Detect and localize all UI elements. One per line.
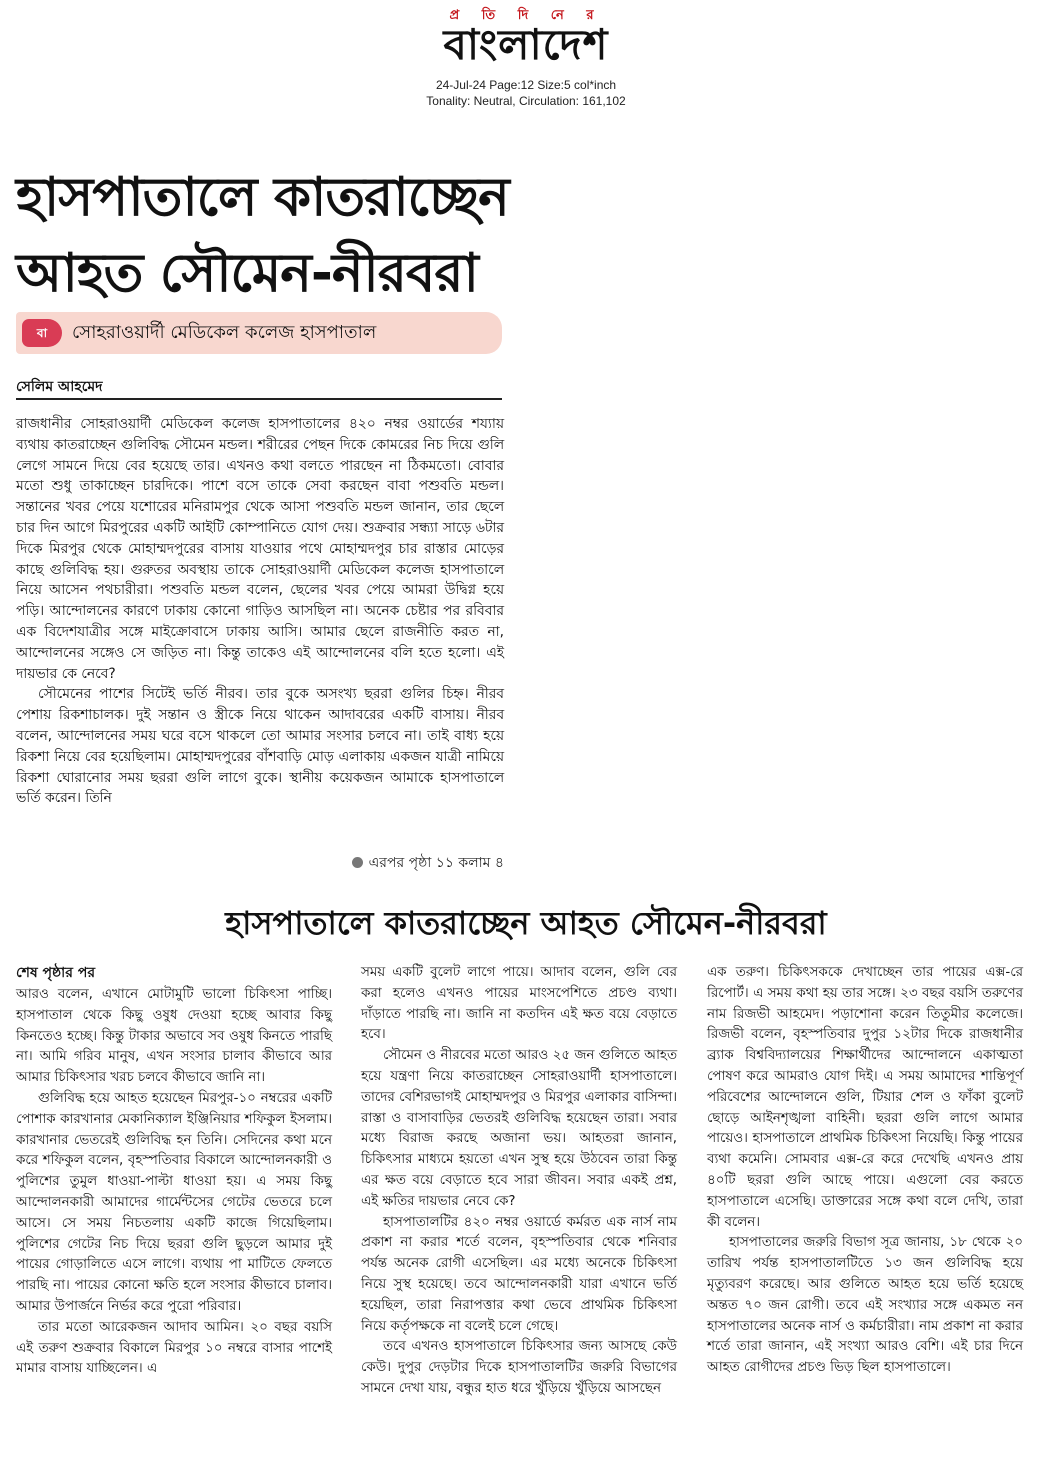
masthead-tagline: প্র তি দি নে র xyxy=(449,8,603,23)
location-tag-badge: বা xyxy=(22,319,62,347)
headline-line-1: হাসপাতালে কাতরাচ্ছেন xyxy=(16,167,509,228)
column-paragraph: এক তরুণ। চিকিৎসককে দেখাচ্ছেন তার পায়ের এক্স-রে রিপোর্ট। এ সময় কথা হয় তার সঙ্গে। ২৩ বছর বয়সি তরুণের নাম রিজভী আহমেদ। পড়াশোনা করেন তিতুমীর কলেজে। রিজভী বলেন, বৃহস্পতিবার দুপুর ১২টার দিকে রাজধানীর ব্র্যাক বিশ্ববিদ্যালয়ের শিক্ষার্থীদের আন্দোলনে একাত্মতা পোষণ করে আমরাও যোগ দিই। এ সময় আমাদের শান্তিপূর্ণ পরিবেশের আন্দোলনে গুলি, টিয়ার শেল ও ফাঁকা বুলেট ছোড়ে আইনশৃঙ্খলা বাহিনী। ছররা গুলি লাগে আমার পায়েও। হাসপাতালে প্রাথমিক চিকিৎসা নিয়েছি। কিন্তু পায়ের ব্যথা কমেনি। সোমবার এক্স-রে করে দেখেছি এখনও প্রায় ৪০টি ছররা গুলি আছে পায়ে। এগুলো বের করতে হাসপাতালে এসেছি। ডাক্তারের সঙ্গে কথা বলে দেখি, তারা কী বলেন। xyxy=(707,965,1023,1230)
column-paragraph: তার মতো আরেকজন আদাব আমিন। ২০ বছর বয়সি এই তরুণ শুক্রবার বিকালে মিরপুর ১০ নম্বরে বাসার পাশেই মামার বাসায় যাচ্ছিলেন। এ xyxy=(16,1319,332,1377)
continuation-column-2 xyxy=(361,963,677,1400)
byline: সেলিম আহমেদ xyxy=(16,379,103,395)
column-paragraph: হাসপাতালটির ৪২০ নম্বর ওয়ার্ডে কর্মরত এক নার্স নাম প্রকাশ না করার শর্তে বলেন, বৃহস্পতিবার থেকে শনিবার পর্যন্ত অনেক রোগী এসেছিল। এর মধ্যে অনেকে চিকিৎসা নিয়ে সুস্থ হয়েছে। তবে আন্দোলনকারী যারা এখানে ভর্তি হয়েছিল, তারা নিরাপত্তার কথা ভেবে প্রাথমিক চিকিৎসা নিয়ে কর্তৃপক্ষকে না বলেই চলে গেছে। xyxy=(361,1214,677,1334)
continuation-column-1 xyxy=(16,963,332,1380)
headline-line-2: আহত সৌমেন-নীরবরা xyxy=(16,243,478,304)
lead-story-body xyxy=(16,414,504,809)
masthead-logo: বাংলাদেশ xyxy=(443,20,609,69)
jump-text: এরপর পৃষ্ঠা ১১ কলাম ৪ xyxy=(368,855,504,871)
byline-divider xyxy=(16,398,502,400)
clipping-meta-date: 24-Jul-24 Page:12 Size:5 col*inch xyxy=(435,78,617,92)
lead-paragraph: সৌমেনের পাশের সিটেই ভর্তি নীরব। তার বুকে অসংখ্য ছররা গুলির চিহ্ন। নীরব পেশায় রিকশাচালক। দুই সন্তান ও স্ত্রীকে নিয়ে থাকেন আদাবরের একটি বাসায়। নীরব বলেন, আন্দোলনের সময় ঘরে বসে থাকলে তো আমার সংসার চলবে না। তাই বাধ্য হয়ে রিকশা নিয়ে বের হয়েছিলাম। মোহাম্মদপুরের বাঁশবাড়ি মোড় এলাকায় একজন যাত্রী নামিয়ে রিকশা ঘোরানোর সময় ছররা গুলি লাগে বুকে। স্থানীয় কয়েকজন আমাকে হাসপাতালে ভর্তি করেন। তিনি xyxy=(16,686,504,807)
clipping-meta-tonality: Tonality: Neutral, Circulation: 161,102 xyxy=(426,94,626,108)
headline xyxy=(16,160,516,312)
lead-paragraph: রাজধানীর সোহরাওয়ার্দী মেডিকেল কলেজ হাসপাতালের ৪২০ নম্বর ওয়ার্ডের শয্যায় ব্যথায় কাতরাচ্ছেন গুলিবিদ্ধ সৌমেন মন্ডল। শরীরের পেছন দিকে কোমরের নিচ দিয়ে গুলি লেগে সামনে দিয়ে বের হয়েছে তার। এখনও কথা বলতে পারছেন না ঠিকমতো। বোবার মতো শুধু তাকাচ্ছেন চারদিকে। পাশে বসে তাকে সেবা করছেন বাবা পশুবতি মন্ডল। সন্তানের খবর পেয়ে যশোরের মনিরামপুর থেকে আসা পশুবতি মন্ডল জানান, তার ছেলে চার দিন আগে মিরপুরের একটি আইটি কোম্পানিতে যোগ দেয়। শুক্রবার সন্ধ্যা সাড়ে ৬টার দিকে মিরপুর থেকে মোহাম্মদপুরের বাসায় যাওয়ার পথে মোহাম্মদপুর চার রাস্তার মোড়ের কাছে গুলিবিদ্ধ হয়। গুরুতর অবস্থায় তাকে সোহরাওয়ার্দী মেডিকেল কলেজ হাসপাতালে নিয়ে আসেন পথচারীরা। পশুবতি মন্ডল বলেন, ছেলের খবর পেয়ে আমরা উদ্বিগ্ন হয়ে পড়ি। আন্দোলনের কারণে ঢাকায় কোনো গাড়িও আসছিল না। অনেক চেষ্টার পর রবিবার এক বিদেশযাত্রীর সঙ্গে মাইক্রোবাসে ঢাকায় আসি। আমার ছেলে রাজনীতি করত না, আন্দোলনের সঙ্গেও সে জড়িত না। কিন্তু তাকেও এই আন্দোলনের বলি হতে হলো। এই দায়ভার কে নেবে? xyxy=(16,416,504,682)
jump-reference xyxy=(16,851,504,875)
column-paragraph: সৌমেন ও নীরবের মতো আরও ২৫ জন গুলিতে আহত হয়ে যন্ত্রণা নিয়ে কাতরাচ্ছেন সোহরাওয়ার্দী হাসপাতালে। তাদের বেশিরভাগই মোহাম্মদপুর ও মিরপুর এলাকার বাসিন্দা। রাস্তা ও বাসাবাড়ির ভেতরই গুলিবিদ্ধ হয়েছেন তারা। সবার মধ্যে বিরাজ করছে অজানা ভয়। আহতরা জানান, চিকিৎসার মাধ্যমে হয়তো এখন সুস্থ হয়ে উঠবেন তারা কিন্তু এর ক্ষত বয়ে বেড়াতে হবে সারা জীবন। সবার একই প্রশ্ন, এই ক্ষতির দায়ভার নেবে কে? xyxy=(361,1048,677,1209)
continuation-headline: হাসপাতালে কাতরাচ্ছেন আহত সৌমেন-নীরবরা xyxy=(225,904,827,942)
bullet-icon xyxy=(352,857,363,868)
column-paragraph: হাসপাতালের জরুরি বিভাগ সূত্র জানায়, ১৮ থেকে ২০ তারিখ পর্যন্ত হাসপাতালটিতে ১৩ জন গুলিবিদ্ধ হয়ে মৃত্যুবরণ করেছে। আর গুলিতে আহত হয়ে ভর্তি হয়েছে অন্তত ৭০ জন রোগী। তবে এই সংখ্যার সঙ্গে একমত নন হাসপাতালের অনেক নার্স ও কর্মচারীরা। নাম প্রকাশ না করার শর্তে তারা জানান, এই সংখ্যা আরও বেশি। এই চার দিনে আহত রোগীদের প্রচণ্ড ভিড় ছিল হাসপাতালে। xyxy=(707,1235,1023,1376)
continuation-column-3 xyxy=(707,963,1023,1379)
column-paragraph: আরও বলেন, এখানে মোটামুটি ভালো চিকিৎসা পাচ্ছি। হাসপাতাল থেকে কিছু ওষুধ দেওয়া হচ্ছে আবার কিছু কিনতেও হচ্ছে। কিন্তু টাকার অভাবে সব ওষুধ কিনতে পারছি না। আমি গরিব মানুষ, এখন সংসার চালাব কীভাবে আর আমার চিকিৎসার খরচ চলবে কীভাবে জানি না। xyxy=(16,987,332,1086)
column-paragraph: সময় একটি বুলেট লাগে পায়ে। আদাব বলেন, গুলি বের করা হলেও এখনও পায়ের মাংসপেশিতে প্রচণ্ড ব্যথা। দাঁড়াতে পারছি না। জানি না কতদিন এই ক্ষত বয়ে বেড়াতে হবে। xyxy=(361,965,677,1043)
column-paragraph: তবে এখনও হাসপাতালে চিকিৎসার জন্য আসছে কেউ কেউ। দুপুর দেড়টার দিকে হাসপাতালটির জরুরি বিভাগের সামনে দেখা যায়, বন্ধুর হাত ধরে খুঁড়িয়ে খুঁড়িয়ে আসছেন xyxy=(361,1339,677,1396)
column-paragraph: গুলিবিদ্ধ হয়ে আহত হয়েছেন মিরপুর-১০ নম্বরের একটি পোশাক কারখানার মেকানিক্যাল ইঞ্জিনিয়ার শফিকুল ইসলাম। কারখানার ভেতরেই গুলিবিদ্ধ হন তিনি। সেদিনের কথা মনে করে শফিকুল বলেন, বৃহস্পতিবার বিকালে আন্দোলনকারী ও পুলিশের তুমুল ধাওয়া-পাল্টা ধাওয়া হয়। এ সময় কিছু আন্দোলনকারী আমাদের গার্মেন্টসের গেটের ভেতরে চলে আসে। সে সময় নিচতলায় একটি কাজে গিয়েছিলাম। পুলিশের গেটের নিচ দিয়ে ছররা গুলি ছুড়লে আমার দুই পায়ের গোড়ালিতে এসে লাগে। ব্যথায় পা মাটিতে ফেলতে পারছি না। পায়ের কোনো ক্ষতি হলে সংসার কীভাবে চালাব। আমার উপার্জনে নির্ভর করে পুরো পরিবার। xyxy=(16,1090,332,1314)
location-tag-text: সোহরাওয়ার্দী মেডিকেল কলেজ হাসপাতাল xyxy=(72,322,377,343)
continuation-label: শেষ পৃষ্ঠার পর xyxy=(16,965,96,981)
location-tag-bar xyxy=(16,312,502,354)
